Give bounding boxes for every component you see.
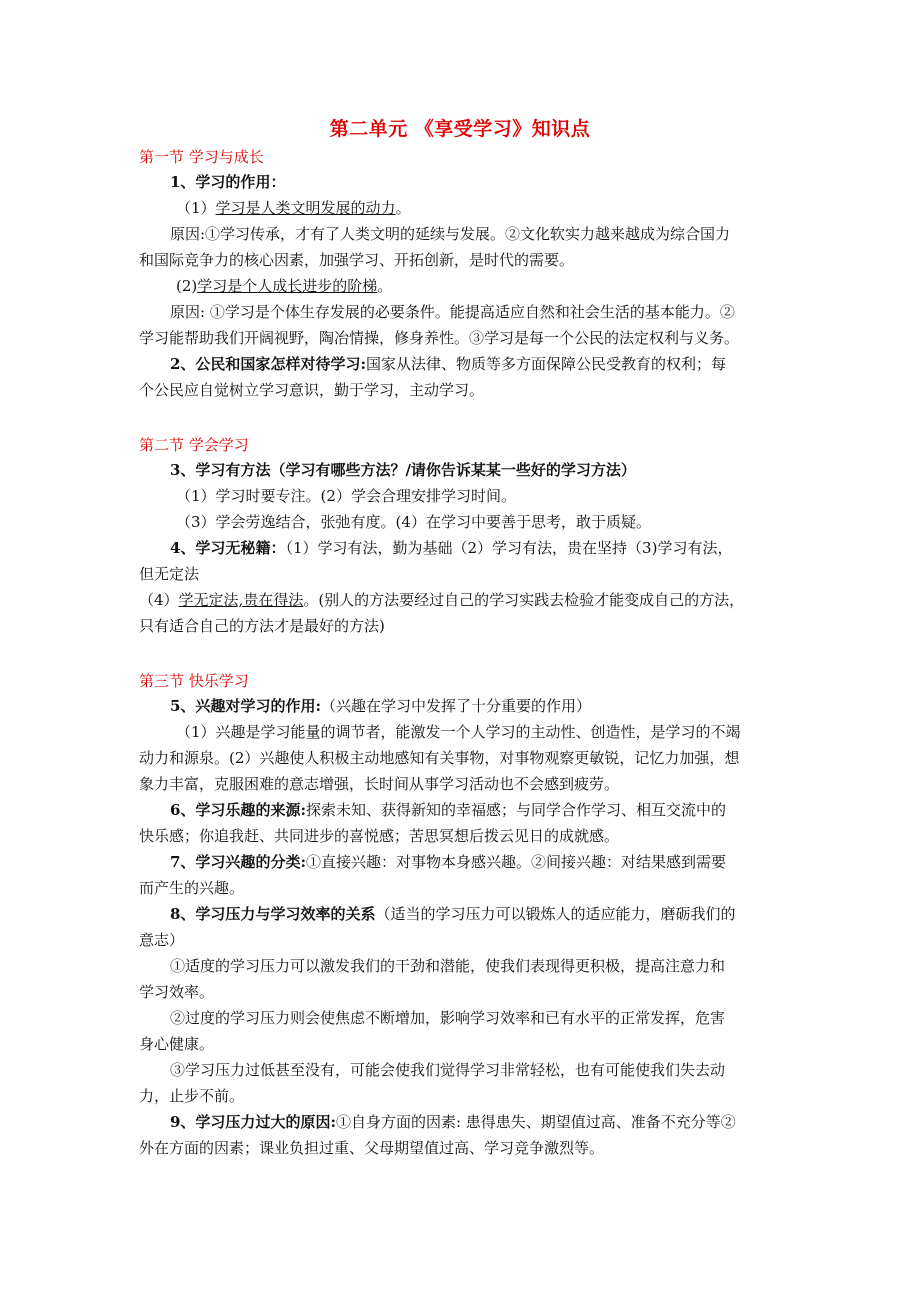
point-3-heading: 3、学习有方法（学习有哪些方法？/请你告诉某某一些好的学习方法） [170, 461, 636, 479]
point-8-2-cont: 身心健康。 [139, 1035, 215, 1053]
section-heading-1: 第一节 学习与成长 [139, 148, 264, 166]
point-1-heading: 1、学习的作用： [170, 173, 286, 191]
section-heading-2: 第二节 学会学习 [139, 436, 249, 454]
point-1-1-reason: 原因:①学习传承，才有了人类文明的延续与发展。②文化软实力越来越成为综合国力 [170, 225, 731, 243]
point-8-cont: 意志） [139, 931, 185, 949]
point-1-2-reason-cont: 学习能帮助我们开阔视野，陶冶情操，修身养性。③学习是每一个公民的法定权利与义务。 [139, 329, 740, 347]
point-2: 2、公民和国家怎样对待学习:国家从法律、物质等多方面保障公民受教育的权利；每 [170, 355, 726, 373]
point-3-line-b: （3）学会劳逸结合，张弛有度。(4）在学习中要善于思考，敢于质疑。 [176, 513, 651, 531]
point-8-1: ①适度的学习压力可以激发我们的干劲和潜能，使我们表现得更积极，提高注意力和 [170, 957, 726, 975]
point-4-4-cont: 只有适合自己的方法才是最好的方法) [139, 617, 385, 635]
point-4-cont: 但无定法 [139, 565, 200, 583]
point-7: 7、学习兴趣的分类:①直接兴趣：对事物本身感兴趣。②间接兴趣：对结果感到需要 [170, 853, 726, 871]
point-4: 4、学习无秘籍：（1）学习有法，勤为基础（2）学习有法，贵在坚持（3)学习有法， [170, 539, 733, 557]
point-5-line-b: 动力和源泉。(2）兴趣使人积极主动地感知有关事物，对事物观察更敏锐，记忆力加强，想 [139, 749, 740, 767]
point-3-line-a: （1）学习时要专注。(2）学会合理安排学习时间。 [176, 487, 516, 505]
section-heading-3: 第三节 快乐学习 [139, 672, 249, 690]
point-9-cont: 外在方面的因素；课业负担过重、父母期望值过高、学习竞争激烈等。 [139, 1139, 605, 1157]
point-6: 6、学习乐趣的来源:探索未知、获得新知的幸福感；与同学合作学习、相互交流中的 [170, 801, 726, 819]
point-8-1-cont: 学习效率。 [139, 983, 215, 1001]
point-7-cont: 而产生的兴趣。 [139, 879, 245, 897]
point-1-2-reason: 原因: ①学习是个体生存发展的必要条件。能提高适应自然和社会生活的基本能力。② [170, 303, 735, 321]
point-1-1: （1）学习是人类文明发展的动力。 [176, 199, 411, 217]
point-9: 9、学习压力过大的原因:①自身方面的因素: 患得患失、期望值过高、准备不充分等② [170, 1113, 736, 1131]
point-5: 5、兴趣对学习的作用:（兴趣在学习中发挥了十分重要的作用） [170, 697, 591, 715]
point-8: 8、学习压力与学习效率的关系（适当的学习压力可以锻炼人的适应能力，磨砺我们的 [170, 905, 736, 923]
point-5-line-c: 象力丰富，克服困难的意志增强，长时间从事学习活动也不会感到疲劳。 [139, 775, 620, 793]
point-1-1-reason-cont: 和国际竞争力的核心因素，加强学习、开拓创新，是时代的需要。 [139, 251, 575, 269]
point-8-3-cont: 力，止步不前。 [139, 1087, 245, 1105]
point-1-2: (2)学习是个人成长进步的阶梯。 [176, 277, 393, 295]
page-title: 第二单元 《享受学习》知识点 [329, 118, 591, 140]
point-4-4: （4）学无定法,贵在得法。(别人的方法要经过自己的学习实践去检验才能变成自己的方法， [139, 591, 745, 609]
point-8-3: ③学习压力过低甚至没有，可能会使我们觉得学习非常轻松，也有可能使我们失去动 [170, 1061, 726, 1079]
point-6-cont: 快乐感；你追我赶、共同进步的喜悦感；苦思冥想后拨云见日的成就感。 [139, 827, 620, 845]
point-2-cont: 个公民应自觉树立学习意识，勤于学习，主动学习。 [139, 381, 485, 399]
point-5-line-a: （1）兴趣是学习能量的调节者，能激发一个人学习的主动性、创造性，是学习的不竭 [176, 723, 741, 741]
point-8-2: ②过度的学习压力则会使焦虑不断增加，影响学习效率和已有水平的正常发挥，危害 [170, 1009, 726, 1027]
